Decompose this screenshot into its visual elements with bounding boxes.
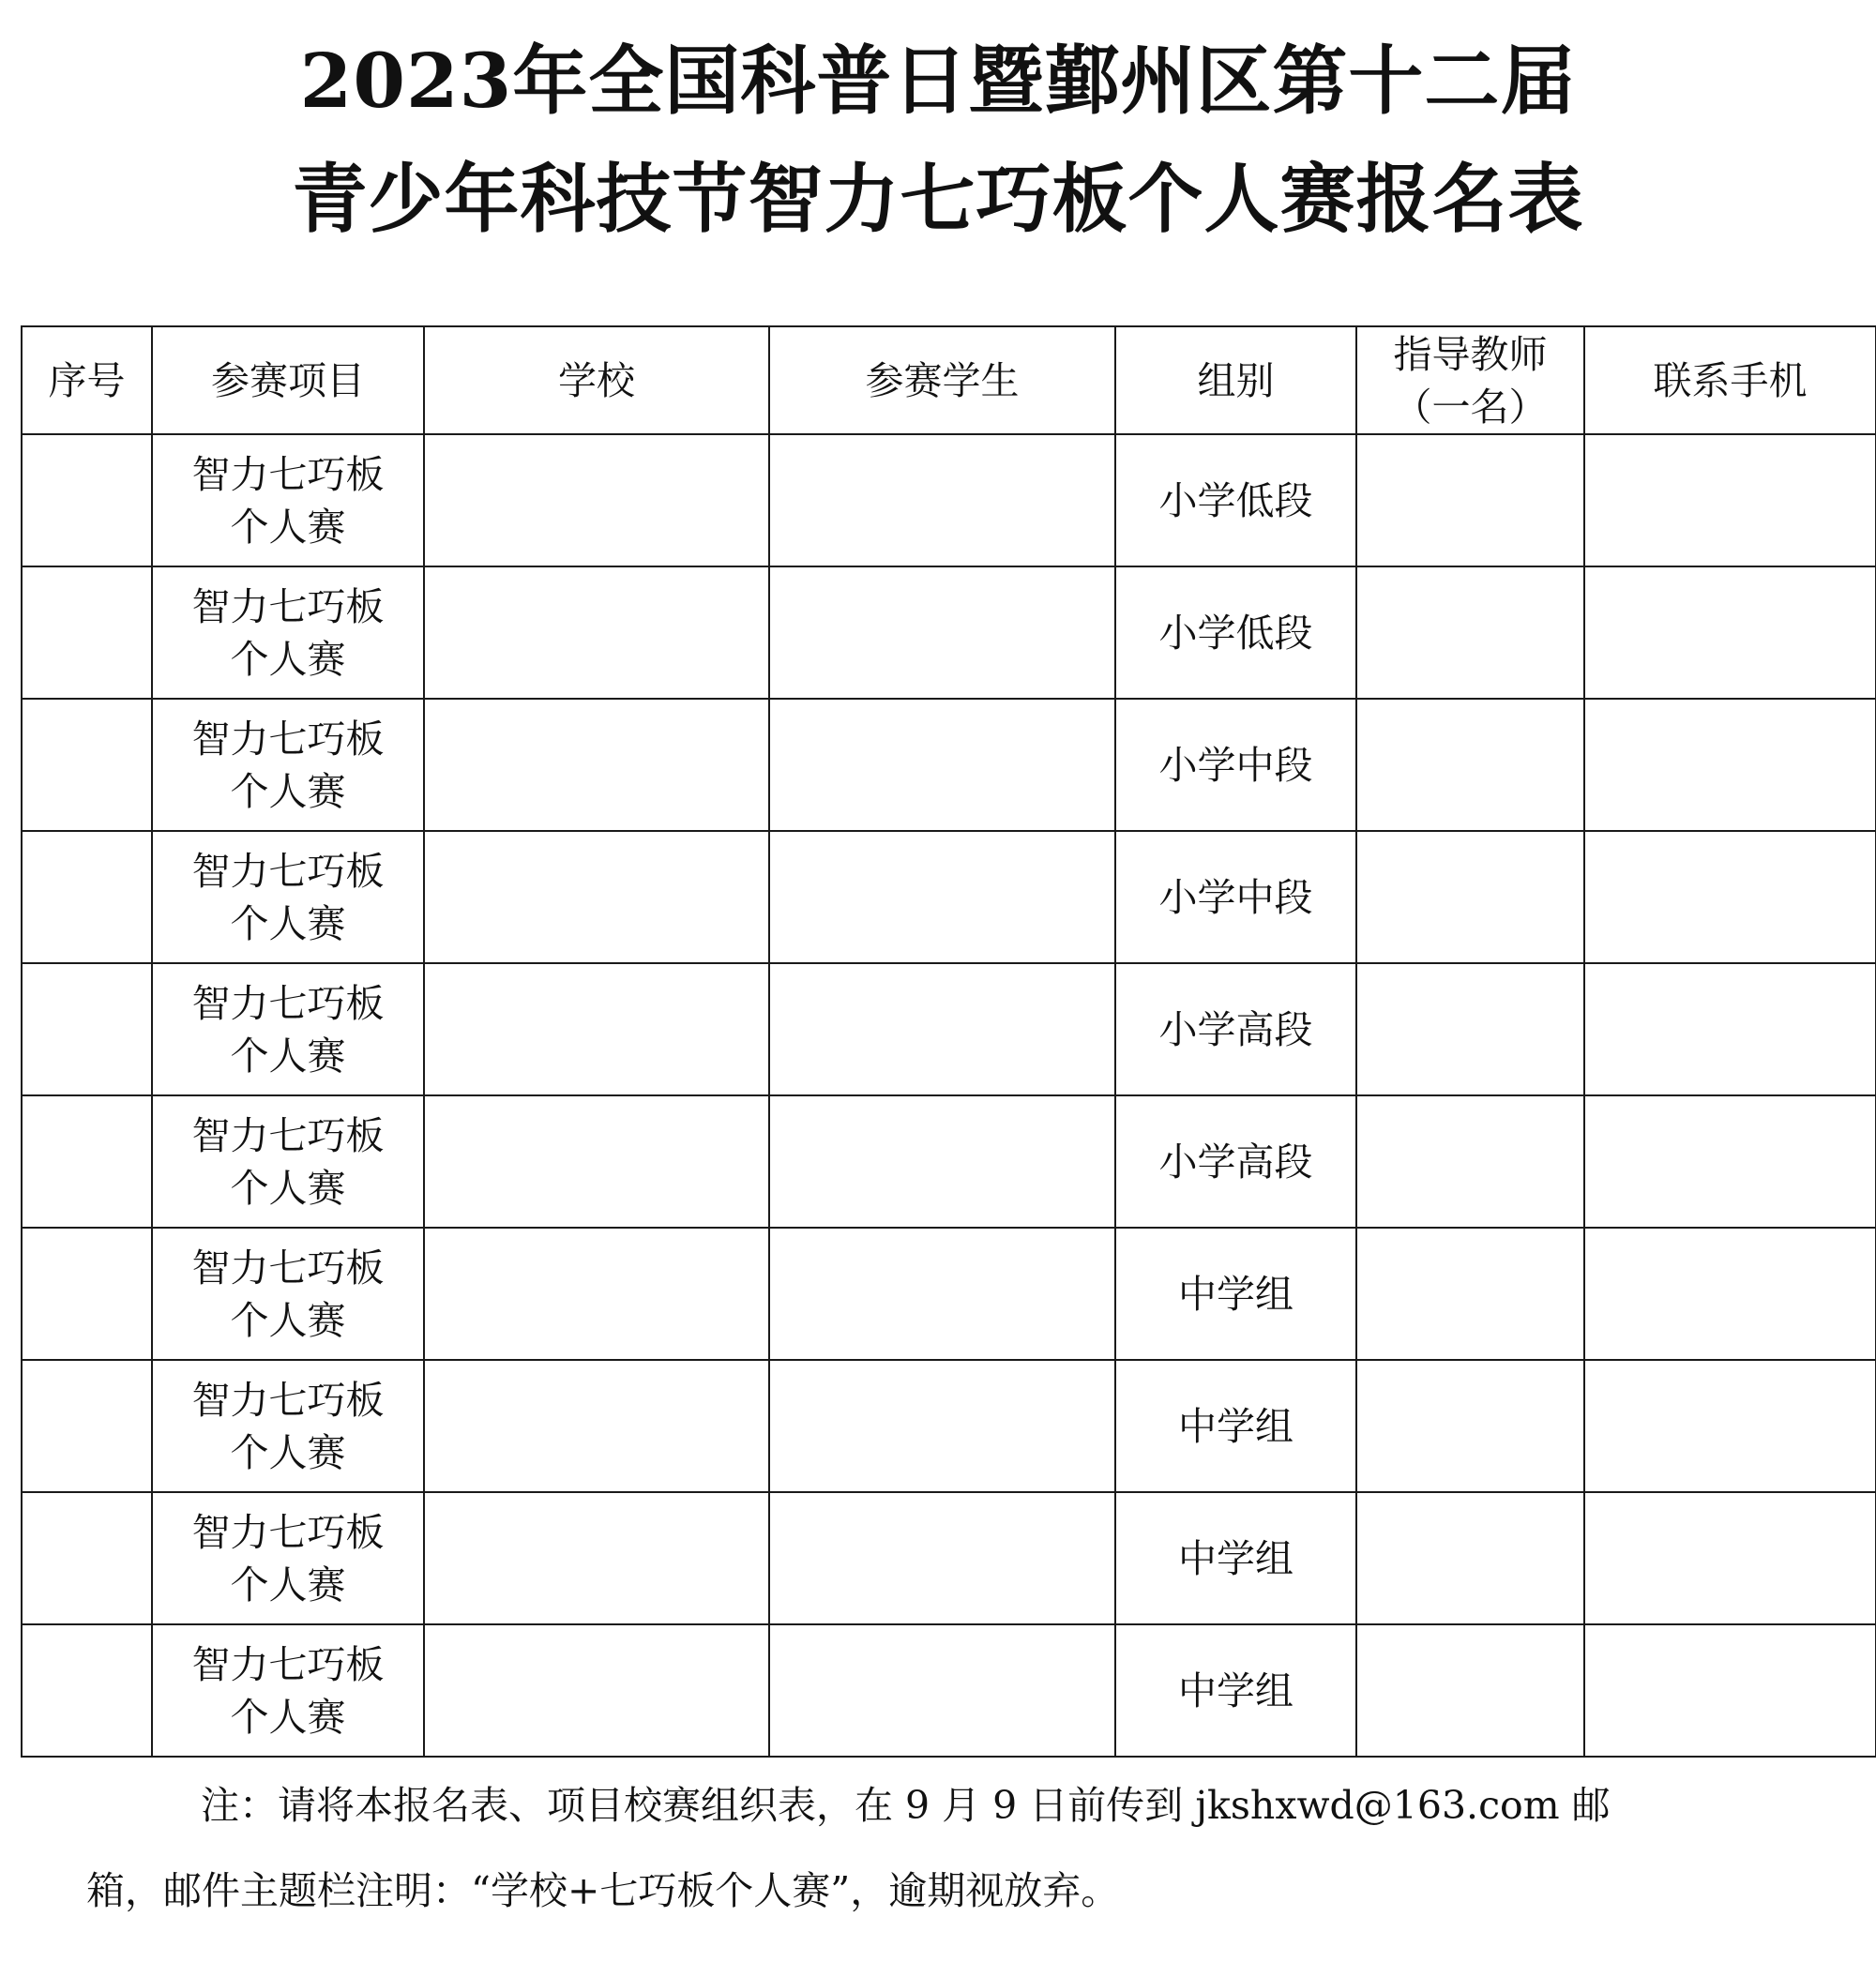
cell-project	[152, 963, 424, 1095]
cell-group: 小学低段	[1115, 434, 1356, 566]
cell-teacher[interactable]	[1356, 1360, 1584, 1492]
note-line-2: 箱，邮件主题栏注明：“学校+七巧板个人赛”，逾期视放弃。	[86, 1868, 1120, 1913]
cell-seq[interactable]	[22, 1360, 152, 1492]
cell-group: 中学组	[1115, 1492, 1356, 1624]
cell-teacher[interactable]	[1356, 566, 1584, 699]
cell-project-line-1: 智力七巧板	[191, 583, 385, 629]
cell-project-line-2: 个人赛	[230, 768, 346, 814]
cell-teacher[interactable]	[1356, 963, 1584, 1095]
cell-project	[152, 699, 424, 831]
cell-school[interactable]	[424, 1624, 769, 1757]
cell-seq[interactable]	[22, 699, 152, 831]
cell-phone[interactable]	[1584, 831, 1876, 963]
cell-phone[interactable]	[1584, 1095, 1876, 1228]
cell-group: 小学低段	[1115, 566, 1356, 699]
cell-project	[152, 831, 424, 963]
cell-project	[152, 434, 424, 566]
cell-teacher[interactable]	[1356, 831, 1584, 963]
cell-teacher[interactable]	[1356, 434, 1584, 566]
cell-phone[interactable]	[1584, 1492, 1876, 1624]
header-teacher	[1356, 326, 1584, 434]
cell-student[interactable]	[769, 1624, 1115, 1757]
document-title-line-2: 青少年科技节智力七巧板个人赛报名表	[292, 155, 1584, 243]
cell-student[interactable]	[769, 1095, 1115, 1228]
cell-school[interactable]	[424, 699, 769, 831]
cell-student[interactable]	[769, 699, 1115, 831]
cell-student[interactable]	[769, 434, 1115, 566]
header-teacher-line-2: （一名）	[1393, 384, 1548, 430]
header-group: 组别	[1115, 326, 1356, 434]
table-row	[22, 1624, 1876, 1757]
cell-phone[interactable]	[1584, 566, 1876, 699]
cell-project-line-2: 个人赛	[230, 1562, 346, 1607]
cell-school[interactable]	[424, 963, 769, 1095]
registration-table	[21, 325, 1876, 1758]
cell-seq[interactable]	[22, 1095, 152, 1228]
cell-school[interactable]	[424, 1360, 769, 1492]
cell-phone[interactable]	[1584, 434, 1876, 566]
cell-school[interactable]	[424, 566, 769, 699]
cell-project	[152, 1624, 424, 1757]
cell-school[interactable]	[424, 1492, 769, 1624]
cell-school[interactable]	[424, 1228, 769, 1360]
cell-project-line-2: 个人赛	[230, 504, 346, 550]
cell-seq[interactable]	[22, 566, 152, 699]
table-row	[22, 434, 1876, 566]
cell-project	[152, 1095, 424, 1228]
cell-group: 小学中段	[1115, 699, 1356, 831]
table-header-row	[22, 326, 1876, 434]
cell-school[interactable]	[424, 831, 769, 963]
cell-student[interactable]	[769, 1360, 1115, 1492]
cell-group: 中学组	[1115, 1228, 1356, 1360]
cell-teacher[interactable]	[1356, 1492, 1584, 1624]
cell-project	[152, 1492, 424, 1624]
cell-project-line-1: 智力七巧板	[191, 1245, 385, 1290]
cell-teacher[interactable]	[1356, 1624, 1584, 1757]
table-row	[22, 963, 1876, 1095]
cell-teacher[interactable]	[1356, 1228, 1584, 1360]
table-row	[22, 699, 1876, 831]
header-school: 学校	[424, 326, 769, 434]
cell-group: 小学高段	[1115, 963, 1356, 1095]
cell-seq[interactable]	[22, 963, 152, 1095]
cell-seq[interactable]	[22, 434, 152, 566]
cell-project-line-2: 个人赛	[230, 1429, 346, 1475]
document-title-line-1: 2023年全国科普日暨鄞州区第十二届	[299, 37, 1577, 125]
cell-school[interactable]	[424, 1095, 769, 1228]
cell-project	[152, 1360, 424, 1492]
cell-project-line-2: 个人赛	[230, 636, 346, 682]
cell-group: 小学中段	[1115, 831, 1356, 963]
header-phone: 联系手机	[1584, 326, 1876, 434]
cell-seq[interactable]	[22, 831, 152, 963]
cell-phone[interactable]	[1584, 1360, 1876, 1492]
table-row	[22, 1228, 1876, 1360]
table-row	[22, 1492, 1876, 1624]
table-row	[22, 1095, 1876, 1228]
cell-school[interactable]	[424, 434, 769, 566]
cell-student[interactable]	[769, 831, 1115, 963]
cell-project-line-1: 智力七巧板	[191, 1641, 385, 1687]
cell-project-line-1: 智力七巧板	[191, 1377, 385, 1423]
cell-project-line-1: 智力七巧板	[191, 451, 385, 497]
table-row	[22, 831, 1876, 963]
table-body	[22, 434, 1876, 1757]
cell-phone[interactable]	[1584, 699, 1876, 831]
cell-group: 中学组	[1115, 1624, 1356, 1757]
table-row	[22, 566, 1876, 699]
cell-project-line-1: 智力七巧板	[191, 716, 385, 762]
cell-phone[interactable]	[1584, 1228, 1876, 1360]
cell-student[interactable]	[769, 566, 1115, 699]
cell-student[interactable]	[769, 1492, 1115, 1624]
table-row	[22, 1360, 1876, 1492]
cell-teacher[interactable]	[1356, 699, 1584, 831]
cell-group: 中学组	[1115, 1360, 1356, 1492]
cell-student[interactable]	[769, 1228, 1115, 1360]
cell-project-line-1: 智力七巧板	[191, 1509, 385, 1555]
cell-project-line-2: 个人赛	[230, 1165, 346, 1211]
cell-project-line-1: 智力七巧板	[191, 980, 385, 1026]
cell-project-line-2: 个人赛	[230, 900, 346, 946]
cell-teacher[interactable]	[1356, 1095, 1584, 1228]
header-project: 参赛项目	[152, 326, 424, 434]
cell-seq[interactable]	[22, 1228, 152, 1360]
cell-seq[interactable]	[22, 1492, 152, 1624]
cell-phone[interactable]	[1584, 963, 1876, 1095]
note-line-1: 注：请将本报名表、项目校赛组织表，在 9 月 9 日前传到 jkshxwd@163.com 邮	[201, 1783, 1611, 1828]
cell-project	[152, 566, 424, 699]
cell-project	[152, 1228, 424, 1360]
header-student: 参赛学生	[769, 326, 1115, 434]
cell-project-line-2: 个人赛	[230, 1033, 346, 1079]
header-seq: 序号	[22, 326, 152, 434]
cell-student[interactable]	[769, 963, 1115, 1095]
cell-phone[interactable]	[1584, 1624, 1876, 1757]
cell-seq[interactable]	[22, 1624, 152, 1757]
header-teacher-line-1: 指导教师	[1393, 331, 1548, 377]
cell-project-line-1: 智力七巧板	[191, 848, 385, 894]
cell-project-line-1: 智力七巧板	[191, 1112, 385, 1158]
cell-project-line-2: 个人赛	[230, 1297, 346, 1343]
cell-project-line-2: 个人赛	[230, 1694, 346, 1740]
cell-group: 小学高段	[1115, 1095, 1356, 1228]
